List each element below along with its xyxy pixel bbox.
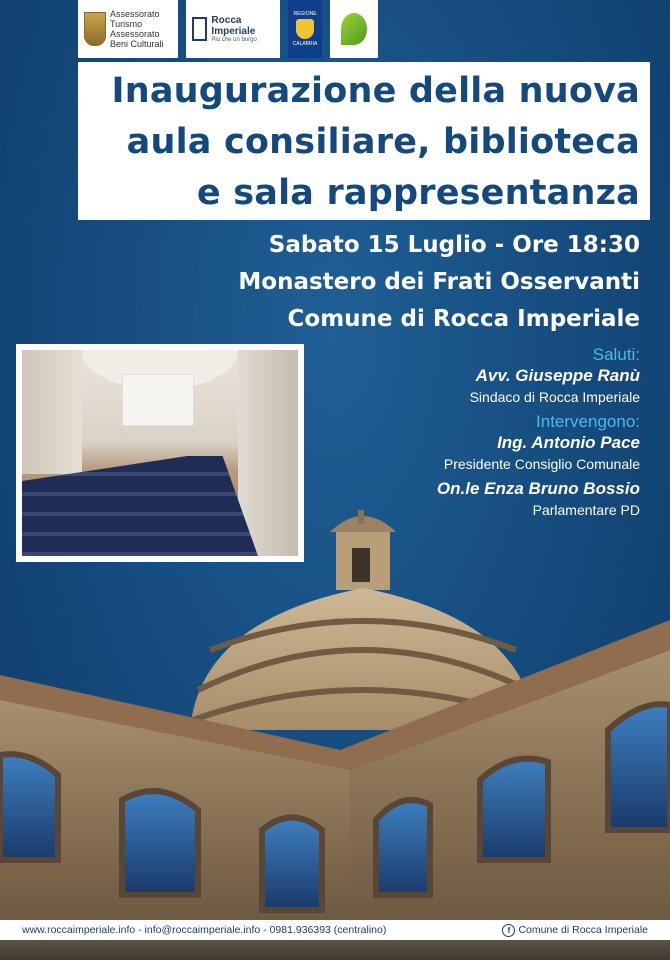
regione-calabria-logo xyxy=(288,0,322,58)
facebook-icon: f xyxy=(502,924,515,937)
footer xyxy=(0,920,670,940)
event-comune: Comune di Rocca Imperiale xyxy=(287,306,640,332)
crest-icon xyxy=(84,12,106,46)
rocca-logo-tagline: Più che un borgo xyxy=(211,37,257,43)
regione-line-2: CALABRIA xyxy=(292,41,318,47)
saluti-label: Saluti: xyxy=(592,345,640,364)
saluti-name: Avv. Giuseppe Ranù xyxy=(475,366,640,385)
logo-strip xyxy=(78,0,378,58)
interventi-label: Intervengono: xyxy=(536,412,640,431)
assessorato-line-3: Assessorato xyxy=(110,29,160,39)
speaker1-role: Presidente Consiglio Comunale xyxy=(443,456,640,472)
facebook-label: Comune di Rocca Imperiale xyxy=(518,924,648,936)
rocca-imperiale-logo xyxy=(186,0,280,58)
tower-icon xyxy=(192,17,207,41)
assessorato-line-4: Beni Culturali xyxy=(110,39,164,49)
speaker1-name: Ing. Antonio Pace xyxy=(497,433,640,452)
title-line-1: Inaugurazione della nuova xyxy=(111,71,640,111)
regione-line-1: REGIONE xyxy=(293,11,317,17)
facebook-link[interactable] xyxy=(502,924,648,937)
assessorato-line-1: Assessorato xyxy=(110,9,160,19)
title-line-3: e sala rappresentanza xyxy=(196,173,640,213)
event-venue: Monastero dei Frati Osservanti xyxy=(238,269,640,295)
title-line-2: aula consiliare, biblioteca xyxy=(126,122,640,162)
title-box xyxy=(78,62,650,220)
bottom-strip xyxy=(0,940,670,960)
shield-icon xyxy=(296,19,314,39)
leaf-icon xyxy=(341,13,367,45)
monastery-illustration xyxy=(0,500,670,920)
assessorato-line-2: Turismo xyxy=(110,19,143,29)
event-info xyxy=(238,227,640,338)
speaker2-name: On.le Enza Bruno Bossio xyxy=(436,479,640,498)
rocca-logo-name: Rocca Imperiale xyxy=(211,15,256,37)
saluti-role: Sindaco di Rocca Imperiale xyxy=(469,389,640,405)
speaker2-role: Parlamentare PD xyxy=(532,502,640,518)
event-date: Sabato 15 Luglio - Ore 18:30 xyxy=(268,232,640,258)
program xyxy=(437,344,640,524)
footer-contacts[interactable]: www.roccaimperiale.info - info@roccaimperiale.info - 0981.936393 (centralino) xyxy=(22,924,387,936)
assessorato-logo xyxy=(78,0,178,58)
leaf-logo xyxy=(330,0,378,58)
